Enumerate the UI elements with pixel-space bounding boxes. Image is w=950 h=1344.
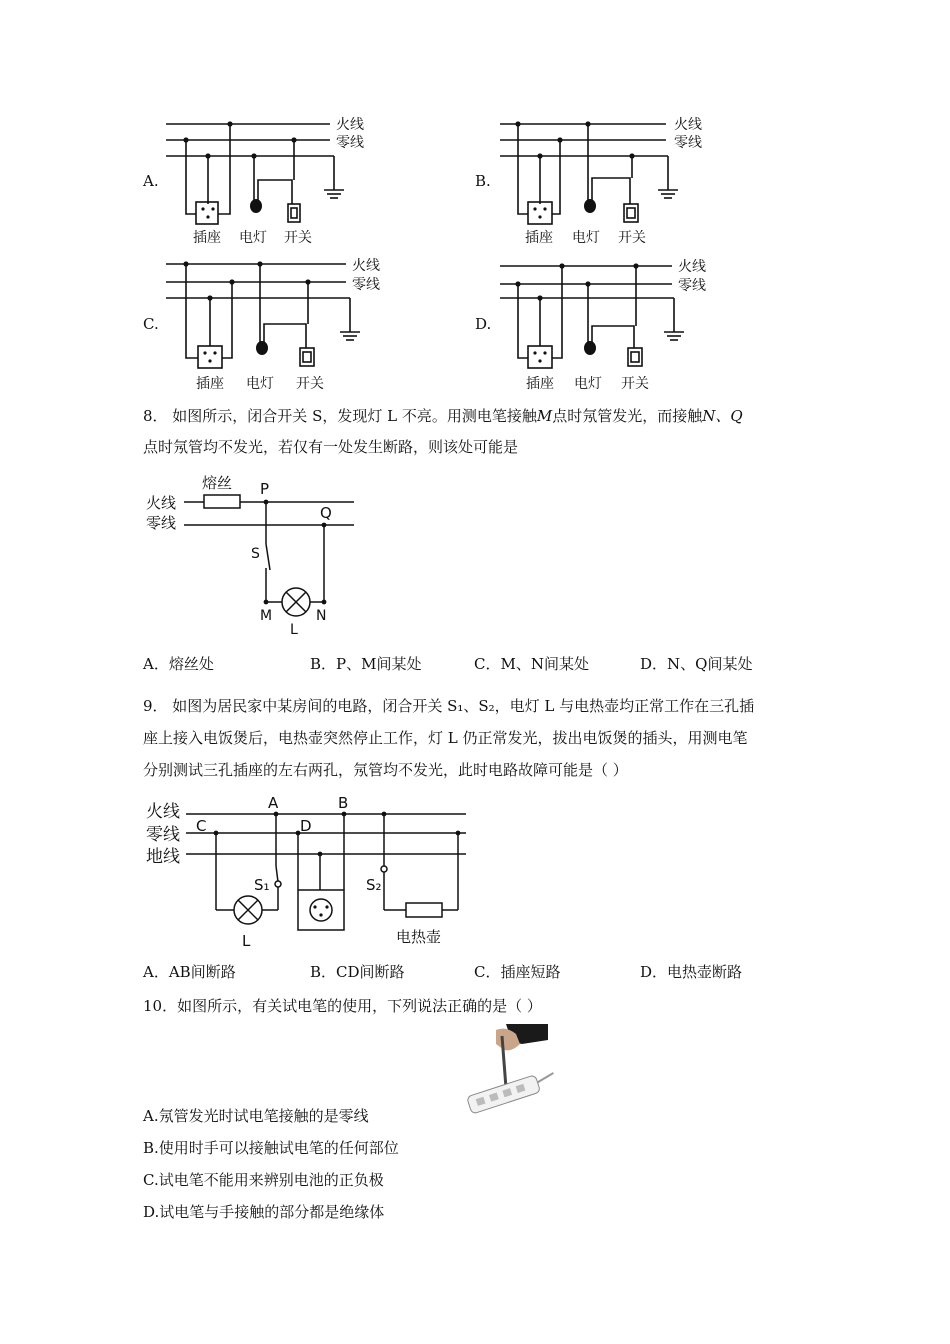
neutral-label: 零线	[336, 135, 364, 151]
q8-option-c: C．M、N间某处	[474, 655, 589, 673]
q8-fig-neutral: 零线	[146, 514, 177, 532]
neutral-label: 零线	[674, 135, 702, 151]
live-label: 火线	[678, 259, 706, 275]
q9-fig-b: B	[338, 794, 349, 812]
lamp-label: 电灯	[574, 376, 602, 392]
socket-label: 插座	[525, 230, 553, 246]
q9-fig-ground: 地线	[146, 847, 180, 867]
q8-fig-s: S	[251, 546, 260, 562]
q8-option-a: A．熔丝处	[143, 655, 214, 673]
q9-fig-s2: S₂	[366, 876, 382, 894]
q9-fig-live: 火线	[146, 802, 180, 822]
q10-option-a: A.氖管发光时试电笔接触的是零线	[143, 1107, 369, 1125]
neutral-label: 零线	[678, 278, 706, 294]
q9-fig-neutral: 零线	[146, 825, 180, 845]
lamp-label: 电灯	[246, 376, 274, 392]
q8-option-b: B．P、M间某处	[310, 655, 422, 673]
q8-fig-l: L	[290, 622, 298, 638]
q8-circuit-figure	[144, 468, 374, 638]
q9-stem-line1: 9． 如图为居民家中某房间的电路，闭合开关 S₁、S₂，电灯 L 与电热壶均正常工作在三孔插	[143, 697, 755, 715]
q9-option-a: A．AB间断路	[143, 963, 236, 981]
switch-label: 开关	[621, 376, 649, 392]
q8-stem-line2: 点时氖管均不发光，若仅有一处发生断路，则该处可能是	[143, 438, 519, 456]
q9-option-b: B．CD间断路	[310, 963, 405, 981]
q7-option-c-letter: C.	[143, 315, 159, 333]
q9-option-d: D．电热壶断路	[640, 963, 743, 981]
q7-option-b-letter: B.	[475, 172, 491, 190]
q10-option-d: D.试电笔与手接触的部分都是绝缘体	[143, 1203, 385, 1221]
q9-fig-kettle: 电热壶	[396, 928, 442, 946]
q10-stem: 10．如图所示，有关试电笔的使用，下列说法正确的是（ ）	[143, 997, 542, 1015]
q9-fig-l: L	[242, 932, 251, 950]
live-label: 火线	[352, 258, 380, 274]
q9-option-c: C．插座短路	[474, 963, 561, 981]
q9-fig-s1: S₁	[254, 876, 270, 894]
lamp-label: 电灯	[572, 230, 600, 246]
q9-fig-d: D	[300, 817, 312, 835]
q8-fig-m: M	[260, 608, 273, 624]
test-pen-photo	[462, 1022, 562, 1118]
q7-option-d-letter: D.	[475, 315, 492, 333]
neutral-label: 零线	[352, 277, 380, 293]
q8-fig-fuse: 熔丝	[202, 474, 233, 492]
q7-option-a-letter: A.	[143, 172, 159, 190]
q8-fig-n: N	[316, 608, 327, 624]
q8-stem-line1: 8． 如图所示，闭合开关 S，发现灯 L 不亮。用测电笔接触M点时氖管发光，而接触N、Q	[143, 407, 743, 425]
live-label: 火线	[674, 117, 702, 133]
q8-fig-q: Q	[320, 504, 332, 522]
q9-circuit-figure	[144, 790, 484, 952]
socket-label: 插座	[196, 376, 224, 392]
switch-label: 开关	[618, 230, 646, 246]
switch-label: 开关	[284, 230, 312, 246]
q10-option-b: B.使用时手可以接触试电笔的任何部位	[143, 1139, 399, 1157]
q9-stem-line3: 分别测试三孔插座的左右两孔，氖管均不发光，此时电路故障可能是（ ）	[143, 761, 628, 779]
q9-fig-c: C	[196, 817, 207, 835]
q7-circuit-c	[160, 250, 380, 390]
q8-option-d: D．N、Q间某处	[640, 655, 753, 673]
socket-label: 插座	[526, 376, 554, 392]
lamp-label: 电灯	[239, 230, 267, 246]
q10-option-c: C.试电笔不能用来辨别电池的正负极	[143, 1171, 384, 1189]
q8-fig-live: 火线	[146, 494, 177, 512]
switch-label: 开关	[296, 376, 324, 392]
live-label: 火线	[336, 117, 364, 133]
q9-fig-a: A	[268, 794, 279, 812]
q9-stem-line2: 座上接入电饭煲后，电热壶突然停止工作，灯 L 仍正常发光，拔出电饭煲的插头，用测电笔	[143, 729, 748, 747]
q8-fig-p: P	[260, 480, 270, 498]
socket-label: 插座	[193, 230, 221, 246]
